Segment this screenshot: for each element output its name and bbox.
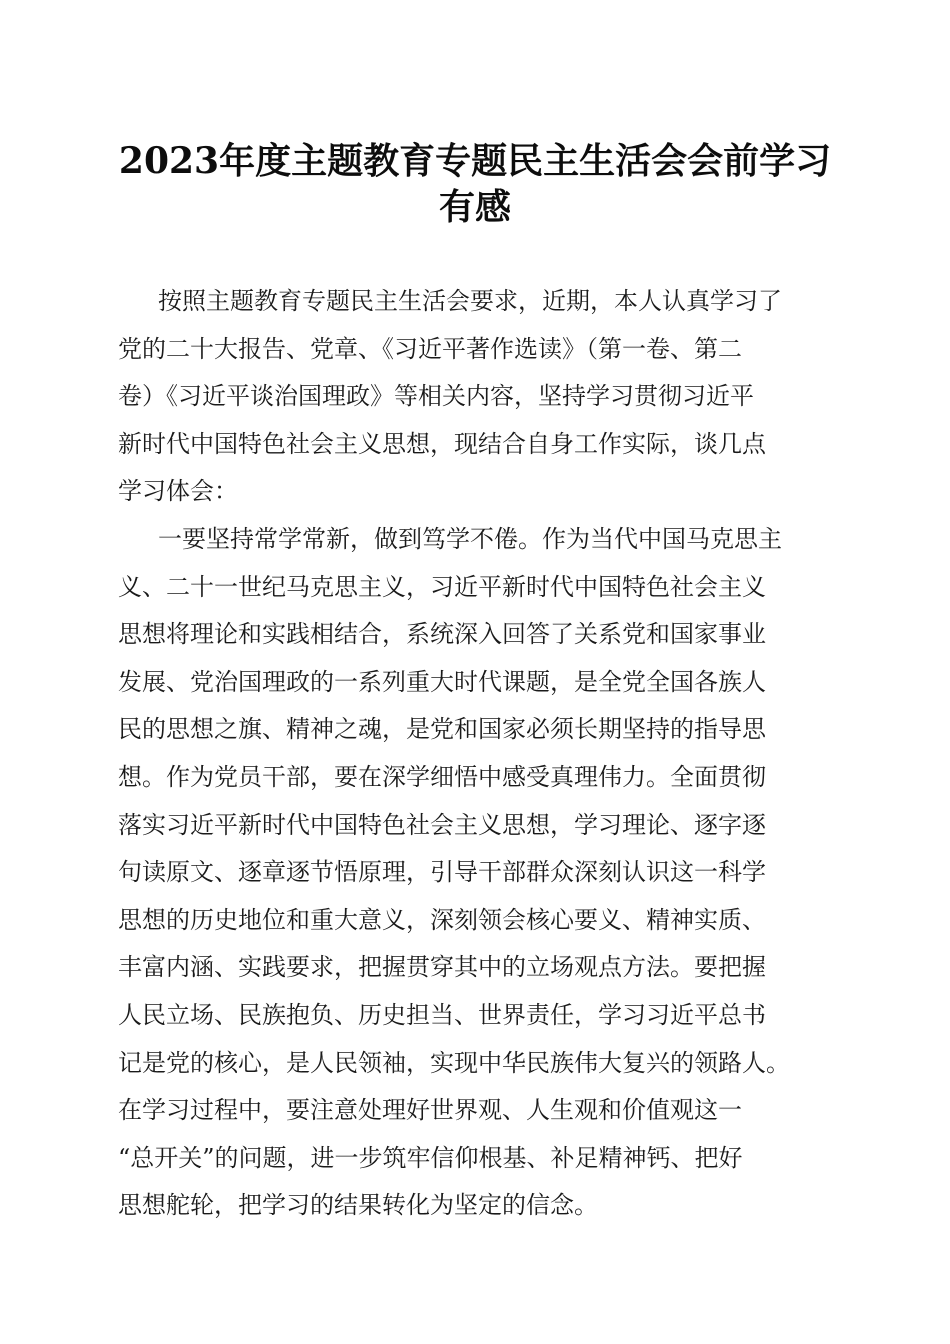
document-body	[118, 278, 838, 1230]
paragraph-line: 义、二十一世纪马克思主义，习近平新时代中国特色社会主义	[118, 572, 766, 601]
paragraph-line: 句读原文、逐章逐节悟原理，引导干部群众深刻认识这一科学	[118, 858, 766, 887]
paragraph-line: 党的二十大报告、党章、《习近平著作选读》（第一卷、第二	[118, 334, 742, 363]
title-line: 2023年度主题教育专题民主生活会会前学习	[118, 140, 832, 182]
paragraph-line: 新时代中国特色社会主义思想，现结合自身工作实际，谈几点	[118, 429, 766, 458]
paragraph-line: 落实习近平新时代中国特色社会主义思想，学习理论、逐字逐	[118, 810, 766, 839]
document-title	[110, 138, 840, 230]
paragraph-line: “总开关”的问题，进一步筑牢信仰根基、补足精神钙、把好	[118, 1143, 743, 1172]
paragraph-line: 思想舵轮，把学习的结果转化为坚定的信念。	[118, 1191, 598, 1220]
paragraph-line: 发展、党治国理政的一系列重大时代课题，是全党全国各族人	[118, 667, 766, 696]
paragraph-line: 人民立场、民族抱负、历史担当、世界责任，学习习近平总书	[118, 1000, 766, 1029]
paragraph-line: 思想将理论和实践相结合，系统深入回答了关系党和国家事业	[118, 620, 766, 649]
paragraph-line: 思想的历史地位和重大意义，深刻领会核心要义、精神实质、	[118, 905, 766, 934]
paragraph-line: 按照主题教育专题民主生活会要求，近期，本人认真学习了	[158, 287, 782, 315]
title-line: 有感	[438, 186, 511, 228]
paragraph-line: 一要坚持常学常新，做到笃学不倦。作为当代中国马克思主	[158, 524, 782, 553]
paragraph-line: 在学习过程中，要注意处理好世界观、人生观和价值观这一	[118, 1096, 742, 1125]
paragraph-line: 卷）《习近平谈治国理政》等相关内容，坚持学习贯彻习近平	[118, 382, 754, 411]
paragraph-line: 想。作为党员干部，要在深学细悟中感受真理伟力。全面贯彻	[118, 762, 766, 791]
paragraph-line: 民的思想之旗、精神之魂，是党和国家必须长期坚持的指导思	[118, 715, 766, 744]
paragraph-line: 学习体会：	[118, 477, 238, 506]
paragraph-line: 丰富内涵、实践要求，把握贯穿其中的立场观点方法。要把握	[118, 953, 766, 982]
paragraph-line: 记是党的核心，是人民领袖，实现中华民族伟大复兴的领路人。	[118, 1048, 790, 1077]
